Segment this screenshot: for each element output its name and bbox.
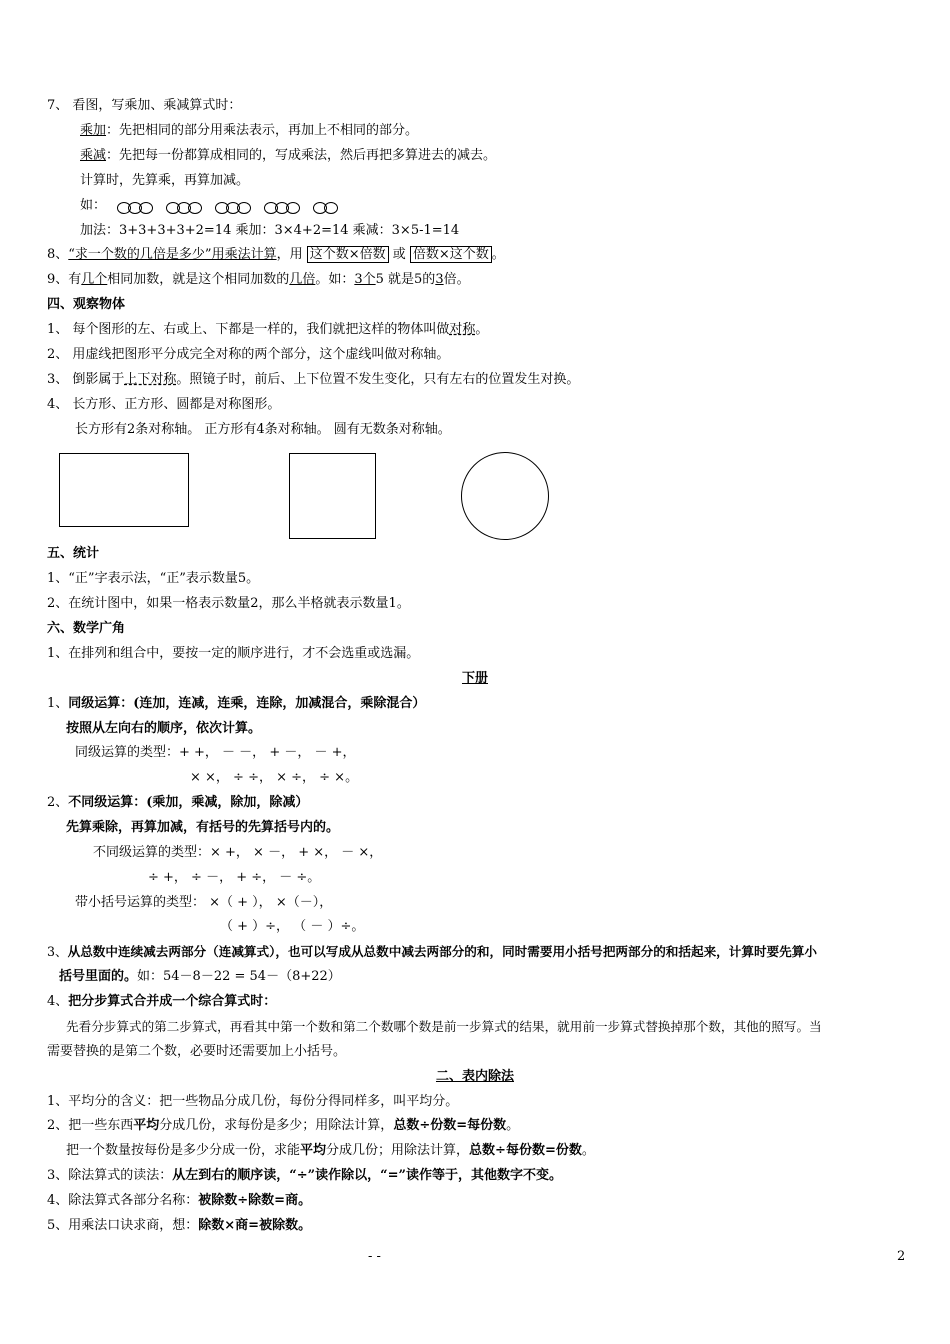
division-1: 1、平均分的含义：把一些物品分成几份，每份分得同样多，叫平均分。	[47, 1094, 459, 1109]
text: 平均	[300, 1143, 327, 1158]
boxed-formula: 这个数×倍数	[307, 246, 389, 263]
text: 总数÷每份数=份数	[469, 1143, 582, 1158]
division-3	[47, 1167, 562, 1185]
section-heading-observe: 四、观察物体	[47, 297, 126, 312]
text: ：先把相同的部分用乘法表示，再加上不相同的部分。	[106, 123, 419, 138]
calc-order: 计算时，先算乘，再算加减。	[80, 173, 250, 188]
text: 1、 每个图形的左、右或上、下都是一样的，我们就把这样的物体叫做	[47, 322, 450, 337]
oval	[324, 202, 338, 214]
text: 3	[435, 272, 444, 287]
text: 1、	[47, 696, 69, 711]
oval-group	[117, 202, 150, 214]
text: 几个	[81, 272, 108, 287]
text: 相同加数，就是这个相同加数的	[107, 272, 290, 287]
item-7: 7、 看图，写乘加、乘减算式时：	[47, 98, 242, 113]
text: ：先把每一份都算成相同的，写成乘法，然后再把多算进去的减去。	[106, 148, 497, 163]
circle-figure	[461, 452, 549, 540]
mixed-level-rule: 先算乘除，再算加减，有括号的先算括号内的。	[66, 820, 340, 835]
consecutive-subtract-2	[59, 968, 341, 986]
oval-group	[264, 202, 297, 214]
oval-groups	[117, 202, 347, 214]
text: 几倍	[289, 272, 316, 287]
mixed-level-ops	[47, 794, 308, 812]
text: 总数÷份数=每份数	[393, 1118, 507, 1133]
parentheses-types-1: 带小括号运算的类型： ×（ + ）， ×（－），	[75, 895, 333, 910]
division-2	[47, 1117, 519, 1135]
same-level-types-1: 同级运算的类型：+ +， － －， + －， － +，	[75, 745, 356, 760]
text: 从总数中连续减去两部分（连减算式），也可以写成从总数中减去两部分的和，同时需要用小括号把两部分的和括起来，计算时要先算小	[67, 944, 817, 959]
observe-3	[47, 371, 579, 389]
text: 如：54－8－22 = 54－（8+22）	[137, 969, 341, 984]
text: 3、	[47, 944, 68, 959]
text: ，用	[276, 247, 307, 262]
oval-group	[313, 202, 335, 214]
text: 分成几份，求每份是多少；用除法计算，	[159, 1118, 394, 1133]
chapter-heading-division: 二、表内除法	[435, 1069, 514, 1084]
multiply-add-rule	[80, 122, 418, 140]
text: 。照镜子时，前后、上下位置不发生变化，只有左右的位置发生对换。	[176, 372, 580, 387]
rectangle-figure	[59, 453, 189, 527]
example-label: 如：	[80, 198, 107, 213]
text: 不同级运算：(乘加，乘减，除加，除减）	[68, 795, 309, 810]
combine-steps-explain-2: 需要替换的是第二个数，必要时还需要加上小括号。	[47, 1044, 347, 1059]
consecutive-subtract-1	[47, 943, 817, 961]
text: 被除数÷除数=商。	[198, 1193, 312, 1208]
text: 对称	[449, 322, 476, 337]
parentheses-types-2: （ + ）÷， （ － ）÷。	[220, 919, 365, 934]
oval	[237, 202, 251, 214]
combine-steps	[47, 993, 276, 1011]
text: 把一个数量按每份是多少分成一份，求能	[66, 1143, 301, 1158]
text: 。	[506, 1118, 520, 1133]
text: “求一个数的几倍是多少”用乘法计算	[68, 247, 277, 262]
text: 3、除法算式的读法：	[47, 1168, 173, 1183]
text: 8、	[47, 247, 69, 262]
text: 3、 倒影属于	[47, 372, 125, 387]
same-level-types-2: × ×， ÷ ÷， × ÷， ÷ ×。	[190, 770, 359, 785]
text: 5 就是5的	[375, 272, 436, 287]
stats-1: 1、“正”字表示法，“正”表示数量5。	[47, 571, 260, 586]
text: 括号里面的。	[59, 969, 138, 984]
multiply-subtract-rule	[80, 147, 496, 165]
text: 分成几份；用除法计算，	[326, 1143, 470, 1158]
observe-2: 2、 用虚线把图形平分成完全对称的两个部分，这个虚线叫做对称轴。	[47, 347, 450, 362]
square-figure	[289, 453, 376, 539]
observe-1	[47, 321, 488, 339]
text: 4、除法算式各部分名称：	[47, 1193, 199, 1208]
section-heading-statistics: 五、统计	[47, 546, 100, 561]
footer-center: - -	[368, 1249, 381, 1264]
term-multiply-add: 乘加	[80, 123, 107, 138]
oval	[286, 202, 300, 214]
observe-4: 4、 长方形、正方形、圆都是对称图形。	[47, 397, 281, 412]
item-8	[47, 246, 505, 264]
text: 从左到右的顺序读，“÷”读作除以，“=”读作等于，其他数字不变。	[172, 1168, 562, 1183]
same-level-rule: 按照从左向右的顺序，依次计算。	[66, 721, 262, 736]
text: 。	[581, 1143, 595, 1158]
text: 。	[491, 247, 505, 262]
text: 3个	[354, 272, 376, 287]
volume-heading: 下册	[461, 671, 488, 686]
text: 4、	[47, 994, 69, 1009]
text: 2、把一些东西	[47, 1118, 134, 1133]
text: 2、	[47, 795, 69, 810]
text: 倍。	[443, 272, 470, 287]
text: 或	[388, 247, 410, 262]
page-number: 2	[897, 1249, 906, 1264]
text: 平均	[133, 1118, 160, 1133]
division-5	[47, 1217, 311, 1235]
text: 5、用乘法口诀求商，想：	[47, 1218, 199, 1233]
mixed-level-types-2: ÷ +， ÷ －， + ÷， － ÷。	[148, 870, 321, 885]
oval-group	[215, 202, 248, 214]
text: 上下对称	[124, 372, 177, 387]
item-9	[47, 271, 470, 289]
oval	[188, 202, 202, 214]
example-formulas: 加法：3+3+3+3+2=14 乘加：3×4+2=14 乘减：3×5-1=14	[80, 223, 460, 238]
stats-2: 2、在统计图中，如果一格表示数量2，那么半格就表示数量1。	[47, 596, 410, 611]
term-multiply-subtract: 乘减	[80, 148, 107, 163]
division-2b	[66, 1142, 595, 1160]
math-wide-angle-1: 1、在排列和组合中，要按一定的顺序进行，才不会选重或选漏。	[47, 646, 420, 661]
section-heading-math-wide-angle: 六、数学广角	[47, 621, 126, 636]
text: 同级运算：(连加，连减，连乘，连除，加减混合，乘除混合）	[68, 696, 426, 711]
combine-steps-explain-1: 先看分步算式的第二步算式，再看其中第一个数和第二个数哪个数是前一步算式的结果，就用前一步算式替换掉那个数，其他的照写。当	[66, 1019, 822, 1034]
division-4	[47, 1192, 311, 1210]
mixed-level-types-1: 不同级运算的类型：× +， × －， + ×， － ×，	[93, 845, 383, 860]
text: 除数×商=被除数。	[198, 1218, 312, 1233]
text: 9、有	[47, 272, 82, 287]
text: 把分步算式合并成一个综合算式时：	[68, 994, 277, 1009]
boxed-formula: 倍数×这个数	[410, 246, 492, 263]
same-level-ops	[47, 695, 425, 713]
text: 。	[475, 322, 489, 337]
symmetry-axes: 长方形有2条对称轴。 正方形有4条对称轴。 圆有无数条对称轴。	[75, 422, 451, 437]
text: 。如：	[315, 272, 355, 287]
oval	[139, 202, 153, 214]
oval-group	[166, 202, 199, 214]
